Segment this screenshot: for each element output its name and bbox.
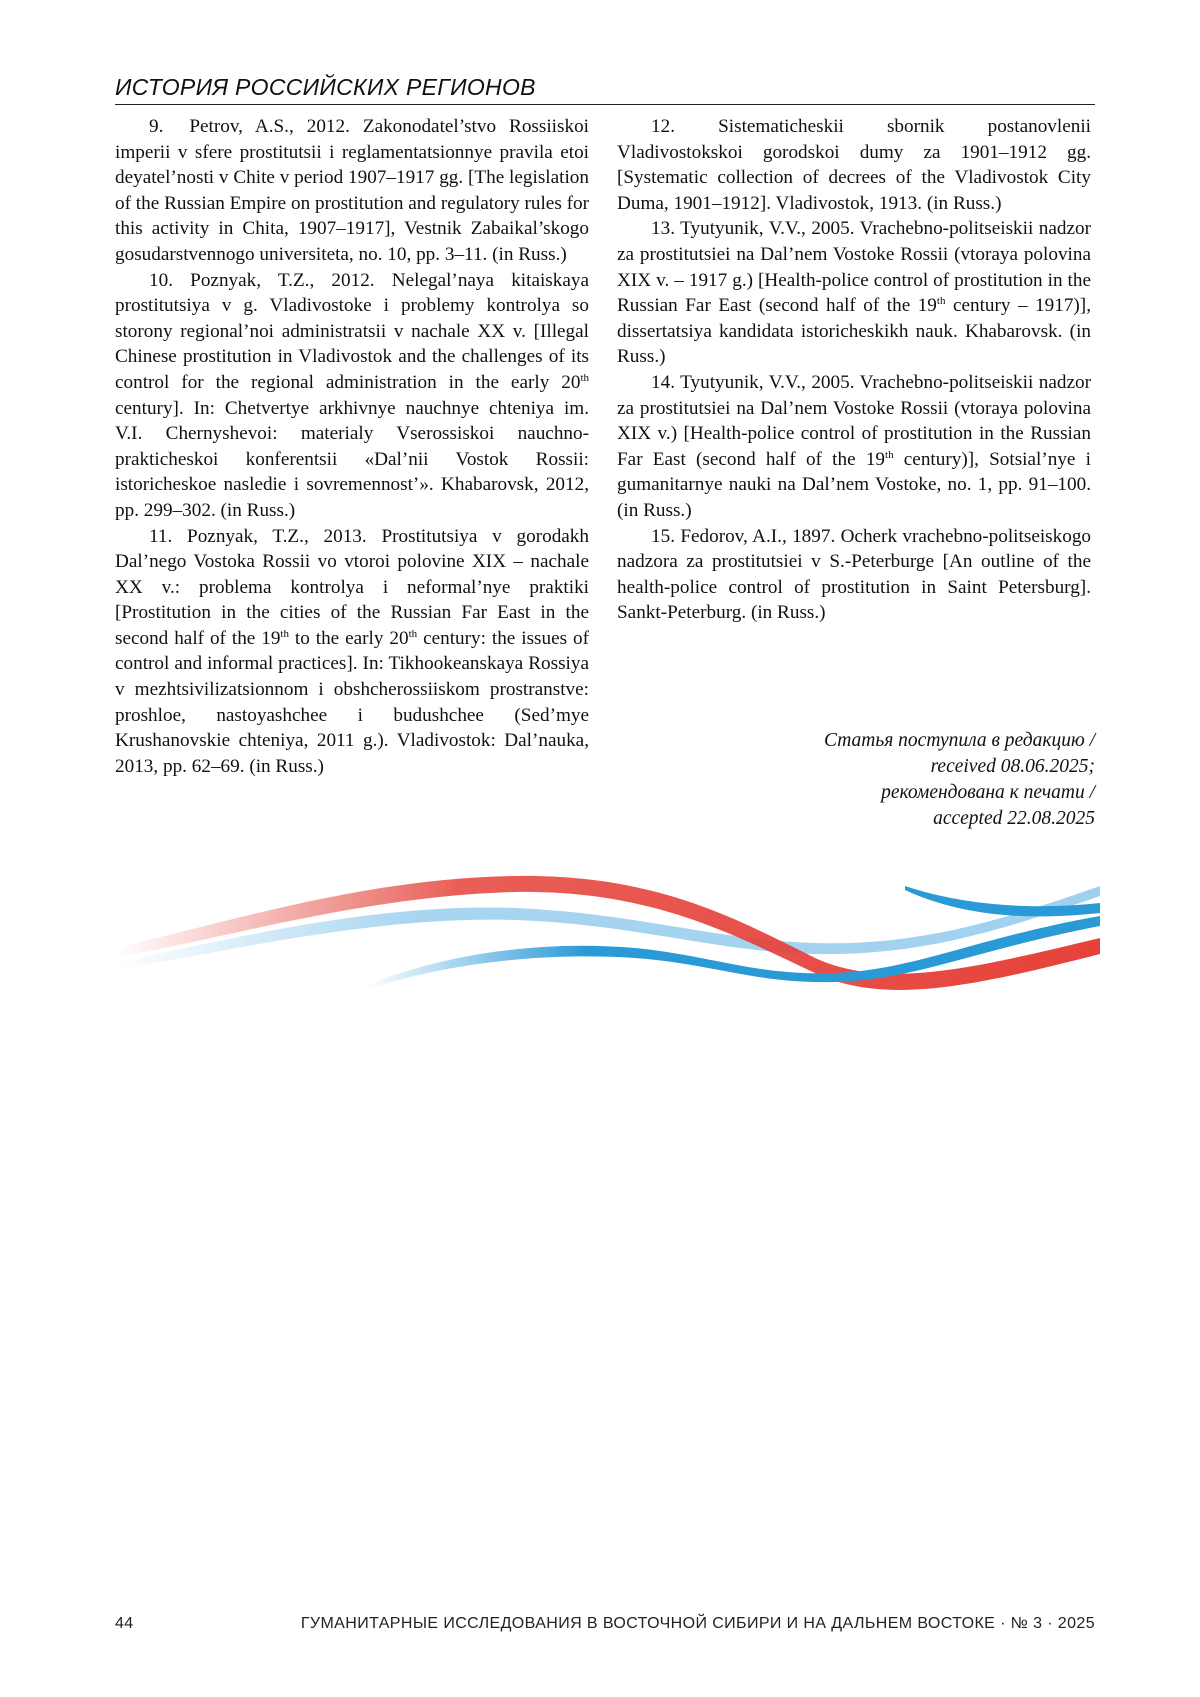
reference-13	[617, 216, 1091, 370]
reference-14	[617, 370, 1091, 524]
reference-text: Sistematicheskii sbornik postanovlenii Vladivostokskoi gorodskoi dumy za 1901–1912 gg. [Systematic collection of decrees of the Vladivostok City Duma, 1901–1912]. Vladivostok, 1913. (in Russ.)	[617, 116, 1092, 214]
received-accepted-dates	[635, 728, 1095, 832]
reference-number: 10.	[149, 269, 173, 291]
reference-text: Tyutyunik, V.V., 2005. Vrachebno-politseiskii nadzor za prostitutsiei na Dal’nem Vostoke Rossii (vtoraya polovina XIX v. – 1917 g.) [Health-police control of prostitution in the Russian Far East (second half of the 19	[617, 218, 1091, 317]
decorative-waves	[115, 868, 1100, 998]
running-head-section-title: ИСТОРИЯ РОССИЙСКИХ РЕГИОНОВ	[115, 74, 1095, 105]
superscript: th	[580, 371, 589, 384]
reference-number: 12.	[651, 116, 675, 137]
accepted-label-ru: рекомендована к печати /	[881, 782, 1095, 803]
reference-number: 14.	[651, 371, 675, 393]
accepted-date: accepted 22.08.2025	[933, 808, 1095, 829]
reference-text-cont: century]. In: Chetvertye arkhivnye nauchnye chteniya im. V.I. Chernyshevoi: materialy Vserossiskoi nauchno-prakticheskoi konferentsii «Dal’nii Vostok Rossii: istoricheskoe nasledie i sovremennost’». Khabarovsk, 2012, pp. 299–302. (in Russ.)	[115, 397, 589, 521]
reference-text: Poznyak, T.Z., 2012. Nelegal’naya kitaiskaya prostitutsiya v g. Vladivostoke i problemy kontrolya so storony regional’noi administratsii v nachale XX v. [Illegal Chinese prostitution in Vladivostok and the challenges of its control for the regional administration in the early 20	[115, 269, 589, 393]
reference-10	[115, 268, 589, 524]
reference-number: 15.	[651, 525, 675, 547]
reference-text-cont: century)], Sotsial’nye i gumanitarnye nauki na Dal’nem Vostoke, no. 1, pp. 91–100. (in Russ.)	[617, 448, 1091, 521]
superscript: th	[280, 627, 289, 640]
reference-text-cont: century: the issues of control and informal practices]. In: Tikhookeanskaya Rossiya v mezhtsivilizatsionnom i obshcherossiiskom prostranstve: proshloe, nastoyashchee i budushchee (Sed’mye Krushanovskie chteniya, 2011 g.). Vladivostok: Dal’nauka, 2013, pp. 62–69. (in Russ.)	[115, 627, 589, 777]
reference-text-cont: to the early 20	[288, 627, 409, 649]
reference-text: Petrov, A.S., 2012. Zakonodatel’stvo Rossiiskoi imperii v sfere prostitutsii i reglamentatsionnye pravila etoi deyatel’nosti v Chite v period 1907–1917 gg. [The legislation of the Russian Empire on prostitution and regulatory rules for this activity in Chita, 1907–1917], Vestnik Zabaikal’skogo gosudarstvennogo universiteta, no. 10, pp. 3–11. (in Russ.)	[115, 116, 590, 265]
reference-number: 11.	[149, 525, 173, 547]
reference-15	[617, 524, 1091, 626]
journal-title: ГУМАНИТАРНЫЕ ИССЛЕДОВАНИЯ В ВОСТОЧНОЙ СИБИРИ И НА ДАЛЬНЕМ ВОСТОКЕ · № 3 · 2025	[300, 1615, 1095, 1632]
reference-text: Tyutyunik, V.V., 2005. Vrachebno-politseiskii nadzor za prostitutsiei na Dal’nem Vostoke Rossii (vtoraya polovina XIX v.) [Health-police control of prostitution in the Russian Far East (second half of the 19	[617, 371, 1091, 470]
references-left-column	[115, 114, 589, 779]
superscript: th	[936, 295, 946, 308]
reference-number: 9.	[149, 116, 164, 137]
reference-text-cont: century – 1917)], dissertatsiya kandidata istoricheskikh nauk. Khabarovsk. (in Russ.)	[617, 295, 1091, 368]
page-number: 44	[115, 1615, 134, 1632]
reference-text: Poznyak, T.Z., 2013. Prostitutsiya v gorodakh Dal’nego Vostoka Rossii vo vtoroi polovine XIX – nachale XX v.: problema kontrolya i neformal’nye praktiki [Prostitution in the cities of the Russian Far East in the second half of the 19	[115, 525, 589, 649]
reference-11	[115, 524, 589, 780]
received-label-ru: Статья поступила в редакцию /	[823, 730, 1095, 751]
reference-text: Fedorov, A.I., 1897. Ocherk vrachebno-politseiskogo nadzora za prostitutsiei v S.-Peterburge [An outline of the health-police control of prostitution in Saint Petersburg]. Sankt-Peterburg. (in Russ.)	[617, 525, 1092, 624]
reference-9	[115, 114, 589, 268]
references-right-column	[617, 114, 1091, 626]
reference-12	[617, 114, 1091, 216]
received-date: received 08.06.2025;	[930, 756, 1095, 777]
superscript: th	[885, 448, 894, 461]
reference-number: 13.	[651, 218, 675, 240]
superscript: th	[408, 627, 418, 640]
